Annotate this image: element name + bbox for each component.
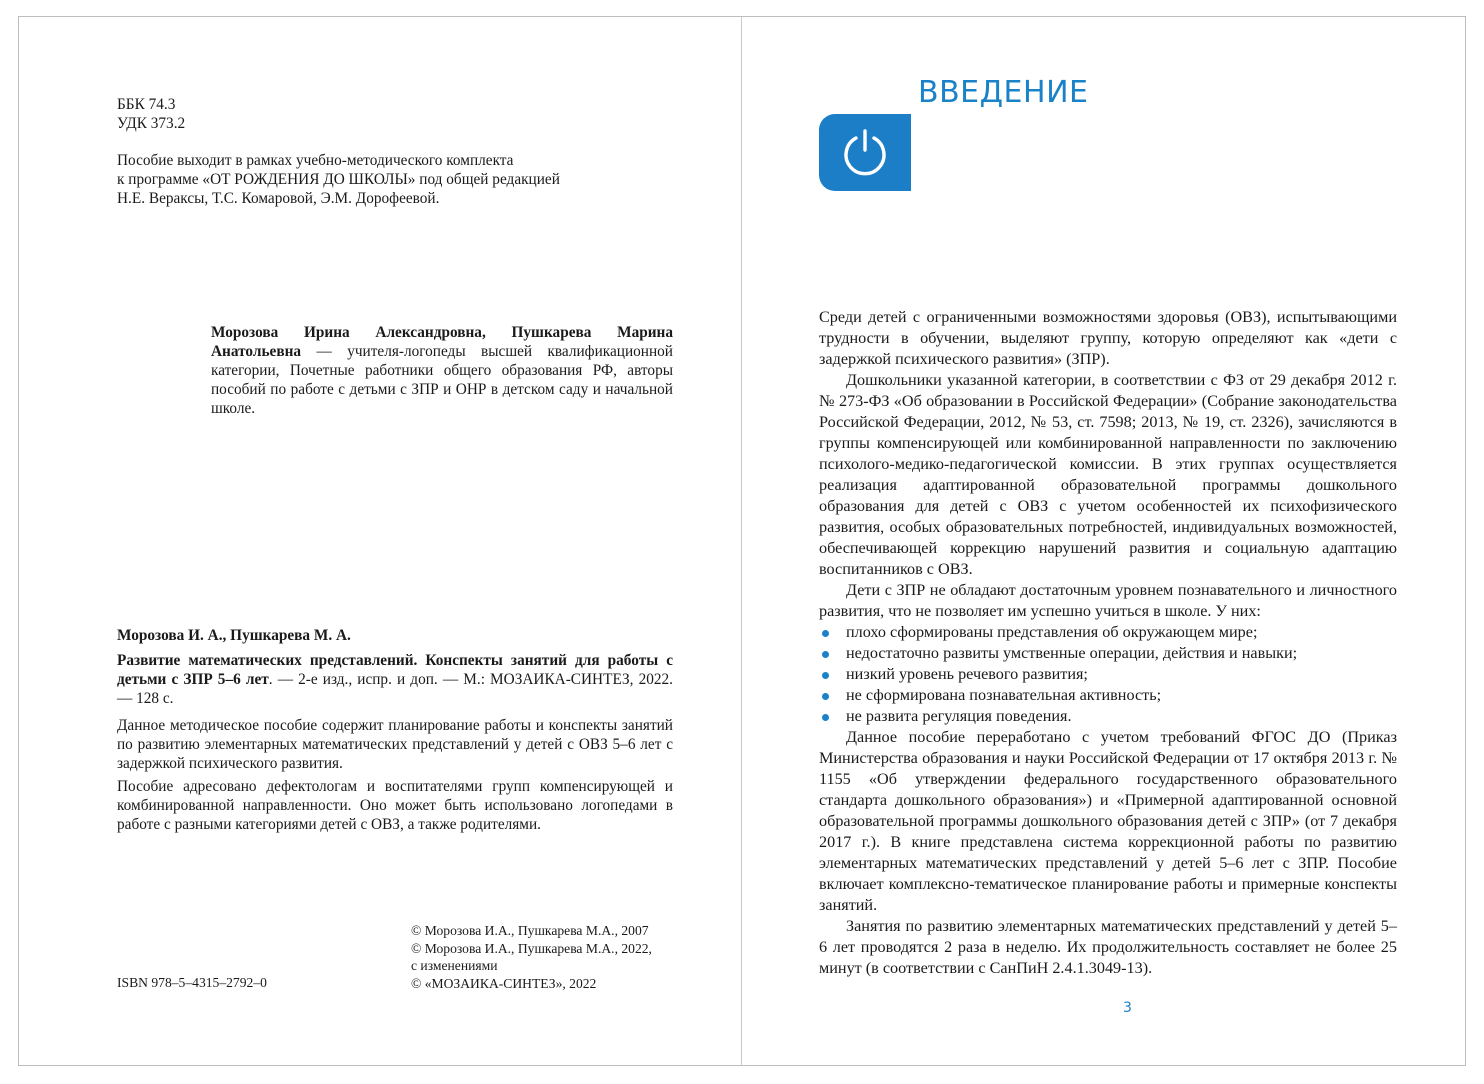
bullet-icon <box>822 714 829 721</box>
series-note-line: Пособие выходит в рамках учебно-методического комплекта <box>117 152 514 169</box>
list-item: плохо сформированы представления об окружающем мире; <box>819 622 1397 643</box>
bbk-code: ББК 74.3 <box>117 96 176 113</box>
annotation-paragraph: Пособие адресовано дефектологам и воспитателями групп компенсирующей и комбинированной направленности. Оно может быть использовано логопедами в работе с разными категориями детей с ОВЗ, а также родителями. <box>117 778 673 833</box>
bullet-icon <box>822 672 829 679</box>
body-paragraph: Дети с ЗПР не обладают достаточным уровнем познавательного и личностного развития, что не позволяет им успешно учиться в школе. У них: <box>819 581 1397 620</box>
body-paragraph: Занятия по развитию элементарных математических представлений у детей 5–6 лет проводятся 2 раза в неделю. Их продолжительность составляет не более 25 минут (в соответствии с СанПиН 2.4.1.3049-13). <box>819 917 1397 977</box>
list-item: не сформирована познавательная активность; <box>819 685 1397 706</box>
bibliographic-entry <box>117 651 673 708</box>
catalog-record <box>117 626 673 838</box>
chapter-heading: ВВЕДЕНИЕ <box>918 75 1089 110</box>
copyright-line: © «МОЗАИКА-СИНТЕЗ», 2022 <box>411 975 597 991</box>
copyright-line: с изменениями <box>411 958 498 973</box>
list-item: низкий уровень речевого развития; <box>819 664 1397 685</box>
left-page <box>19 17 742 1065</box>
authors-full-names: Морозова Ирина Александровна, Пушкарева Марина Анатольевна <box>211 324 673 360</box>
authors-short: Морозова И. А., Пушкарева М. А. <box>117 627 351 644</box>
list-item: не развита регуляция поведения. <box>819 706 1397 727</box>
bullet-icon <box>822 693 829 700</box>
copyright-block <box>411 922 652 992</box>
page-number: 3 <box>1123 1000 1132 1016</box>
udk-code: УДК 373.2 <box>117 115 186 132</box>
bullet-list <box>819 622 1397 727</box>
book-title: Развитие математических представлений. Конспекты занятий для работы с детьми с ЗПР 5–6 лет <box>117 652 673 688</box>
classification-block <box>117 95 185 133</box>
bullet-icon <box>822 630 829 637</box>
series-note-line: к программе «ОТ РОЖДЕНИЯ ДО ШКОЛЫ» под общей редакцией <box>117 171 560 188</box>
copyright-line: © Морозова И.А., Пушкарева М.А., 2022, <box>411 940 652 956</box>
edition-info: . — 2-е изд., испр. и доп. — М.: МОЗАИКА-СИНТЕЗ, 2022. — 128 с. <box>117 671 673 707</box>
annotation-paragraph: Данное методическое пособие содержит планирование работы и конспекты занятий по развитию элементарных математических представлений у детей с ОВЗ 5–6 лет с задержкой психического развития. <box>117 717 673 772</box>
book-spread <box>18 16 1466 1066</box>
right-page <box>743 17 1465 1065</box>
body-paragraph: Дошкольники указанной категории, в соответствии с ФЗ от 29 декабря 2012 г. № 273-ФЗ «Об образовании в Российской Федерации» (Собрание законодательства Российской Федерации, 2012, № 53, ст. 7598; 2013, № 19, ст. 2326), зачисляются в группы компенсирующей или комбинированной направленности по заключению психолого-медико-педагогической комиссии. В этих группах осуществляется реализация адаптированной образовательной программы дошкольного образования для детей с ОВЗ с учетом особенностей их психофизического развития, особых образовательных потребностей, индивидуальных возможностей, обеспечивающей коррекцию нарушений развития и социальную адаптацию воспитанников с ОВЗ. <box>819 371 1397 578</box>
authors-bio <box>211 323 673 418</box>
introduction-text <box>819 307 1397 979</box>
series-note <box>117 151 637 208</box>
body-paragraph: Среди детей с ограниченными возможностями здоровья (ОВЗ), испытывающими трудности в обучении, выделяют группу, которую определяют как «дети с задержкой психического развития» (ЗПР). <box>819 308 1397 368</box>
isbn: ISBN 978–5–4315–2792–0 <box>117 975 267 990</box>
body-paragraph: Данное пособие переработано с учетом требований ФГОС ДО (Приказ Министерства образования и науки Российской Федерации от 17 октября 2013 г. № 1155 «Об утверждении федерального государственного образовательного стандарта дошкольного образования») и «Примерной адаптированной основной образовательной программы дошкольного образования детей с ЗПР» (от 7 декабря 2017 г.). В книге представлена система коррекционной работы по развитию элементарных математических представлений у детей 5–6 лет с ЗПР. Пособие включает комплексно-тематическое планирование работы и примерные конспекты занятий. <box>819 728 1397 914</box>
copyright-line: © Морозова И.А., Пушкарева М.А., 2007 <box>411 923 649 938</box>
authors-bio-text: — учителя-логопеды высшей квалификационной категории, Почетные работники общего образования РФ, авторы пособий по работе с детьми с ЗПР и ОНР в детском саду и начальной школе. <box>211 343 673 417</box>
bullet-icon <box>822 651 829 658</box>
list-item: недостаточно развиты умственные операции, действия и навыки; <box>819 643 1397 664</box>
series-note-line: Н.Е. Вераксы, Т.С. Комаровой, Э.М. Дорофеевой. <box>117 190 440 207</box>
chapter-icon-block <box>819 114 911 191</box>
